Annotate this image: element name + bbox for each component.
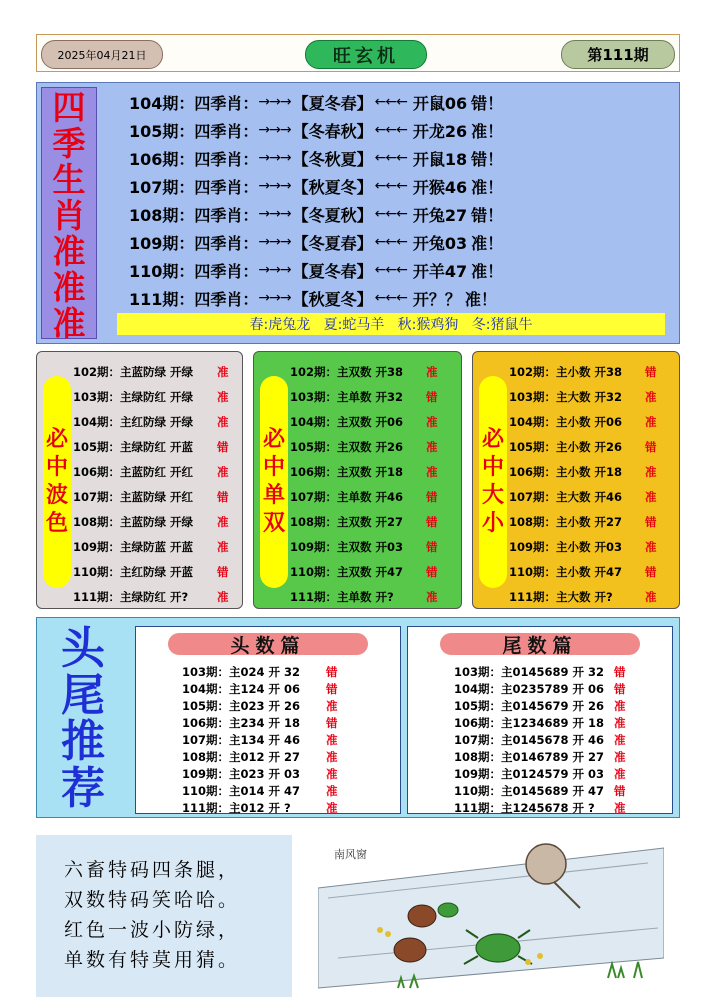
label: 四季肖： xyxy=(194,177,259,197)
prediction-text: 110期：主双数 开47 xyxy=(290,565,404,579)
season-row xyxy=(129,201,503,227)
period: 107期： xyxy=(129,177,195,197)
verdict: 错 xyxy=(217,565,229,579)
title-char: 中 xyxy=(45,455,68,480)
prediction-text: 102期：主小数 开38 xyxy=(509,365,623,379)
arrow-right: →→→ xyxy=(258,178,291,194)
prediction-text: 105期：主双数 开26 xyxy=(290,440,404,454)
number-text: 105期：主0145679 开 26 xyxy=(454,698,605,713)
prediction-text: 104期：主双数 开06 xyxy=(290,415,404,429)
open-result: 开猴46 xyxy=(412,177,468,197)
verdict: 准 xyxy=(614,800,626,815)
verdict: 准！ xyxy=(464,289,497,309)
title-char: 中 xyxy=(481,455,504,480)
title-char: 单 xyxy=(262,483,285,508)
prediction-text: 103期：主单数 开32 xyxy=(290,390,404,404)
poem-box xyxy=(36,835,292,997)
number-row xyxy=(454,663,626,680)
prediction-row xyxy=(73,435,233,459)
prediction-text: 106期：主小数 开18 xyxy=(509,465,623,479)
big-small-box xyxy=(472,351,680,609)
verdict: 错 xyxy=(614,664,626,679)
prediction-row xyxy=(290,460,442,484)
period: 106期： xyxy=(129,149,195,169)
title-char: 肖 xyxy=(52,196,86,235)
verdict: 准 xyxy=(645,490,657,504)
prediction-text: 107期：主蓝防绿 开红 xyxy=(73,490,194,504)
arrow-left: ←←← xyxy=(374,178,407,194)
prediction-text: 111期：主绿防红 开? xyxy=(73,590,189,604)
verdict: 错！ xyxy=(471,93,504,113)
number-text: 110期：主0145689 开 47 xyxy=(454,783,605,798)
period: 105期： xyxy=(129,121,195,141)
prediction-row xyxy=(73,585,233,609)
prediction-text: 108期：主小数 开27 xyxy=(509,515,623,529)
open-result: 开兔27 xyxy=(412,205,468,225)
issue-badge xyxy=(561,40,675,69)
period: 110期： xyxy=(129,261,195,281)
prediction-row xyxy=(73,485,233,509)
poem-line: 单数有特莫用猜。 xyxy=(64,949,241,971)
verdict: 错 xyxy=(426,390,438,404)
verdict: 错 xyxy=(645,440,657,454)
number-row xyxy=(182,799,338,816)
number-row xyxy=(182,663,338,680)
label: 四季肖： xyxy=(194,233,259,253)
number-text: 108期：主0146789 开 27 xyxy=(454,749,605,764)
verdict: 准 xyxy=(326,800,338,815)
verdict: 准 xyxy=(217,515,229,529)
site-title: 旺玄机 xyxy=(333,45,399,67)
prediction-text: 107期：主大数 开46 xyxy=(509,490,623,504)
open-result: 开？？ xyxy=(412,289,461,309)
prediction-text: 108期：主蓝防绿 开绿 xyxy=(73,515,194,529)
verdict: 准 xyxy=(614,766,626,781)
verdict: 准 xyxy=(326,783,338,798)
net-icon xyxy=(526,844,566,884)
verdict: 准 xyxy=(645,415,657,429)
season-group: 【秋夏冬】 xyxy=(292,289,373,309)
verdict: 错！ xyxy=(471,149,504,169)
number-row xyxy=(454,748,626,765)
title-char: 季 xyxy=(52,124,86,163)
verdict: 准 xyxy=(217,415,229,429)
verdict: 错 xyxy=(645,565,657,579)
verdict: 错 xyxy=(645,365,657,379)
title-char: 生 xyxy=(52,160,86,199)
verdict: 准 xyxy=(426,590,438,604)
prediction-row xyxy=(73,360,233,384)
title-char: 准 xyxy=(52,268,86,307)
prediction-row xyxy=(509,435,661,459)
number-text: 106期：主234 开 18 xyxy=(182,715,301,730)
wave-box-title xyxy=(43,376,71,588)
prediction-text: 105期：主绿防红 开蓝 xyxy=(73,440,194,454)
prediction-row xyxy=(509,585,661,609)
verdict: 错 xyxy=(326,681,338,696)
number-text: 106期：主1234689 开 18 xyxy=(454,715,605,730)
season-group: 【冬春秋】 xyxy=(292,121,373,141)
verdict: 准 xyxy=(426,415,438,429)
prediction-row xyxy=(290,510,442,534)
odd-even-box-title xyxy=(260,376,288,588)
verdict: 错 xyxy=(426,565,438,579)
head-number-heading xyxy=(168,633,368,655)
season-group: 【冬夏春】 xyxy=(292,233,373,253)
prediction-row xyxy=(290,485,442,509)
date-text: 2025年04月21日 xyxy=(57,48,147,62)
period: 108期： xyxy=(129,205,195,225)
season-row xyxy=(129,285,497,311)
period: 109期： xyxy=(129,233,195,253)
arrow-left: ←←← xyxy=(374,206,407,222)
arrow-left: ←←← xyxy=(374,150,407,166)
open-result: 开羊47 xyxy=(412,261,468,281)
verdict: 准 xyxy=(326,749,338,764)
verdict: 准 xyxy=(426,365,438,379)
verdict: 错 xyxy=(426,540,438,554)
season-group: 【夏冬春】 xyxy=(292,93,373,113)
number-row xyxy=(454,782,626,799)
arrow-right: →→→ xyxy=(258,122,291,138)
verdict: 准！ xyxy=(471,177,504,197)
prediction-text: 102期：主蓝防绿 开绿 xyxy=(73,365,194,379)
page-header xyxy=(36,34,680,72)
issue-text: 第111期 xyxy=(587,46,649,64)
verdict: 错 xyxy=(614,681,626,696)
prediction-text: 111期：主大数 开? xyxy=(509,590,613,604)
arrow-left: ←←← xyxy=(374,122,407,138)
poem-line: 双数特码笑哈哈。 xyxy=(64,889,241,911)
prediction-text: 110期：主小数 开47 xyxy=(509,565,623,579)
prediction-row xyxy=(73,385,233,409)
season-panel-title xyxy=(41,87,97,343)
verdict: 错 xyxy=(326,715,338,730)
season-row xyxy=(129,257,503,283)
heading-text: 头数篇 xyxy=(230,634,306,657)
prediction-row xyxy=(73,460,233,484)
arrow-right: →→→ xyxy=(258,290,291,306)
arrow-left: ←←← xyxy=(374,234,407,250)
prediction-row xyxy=(73,535,233,559)
arrow-right: →→→ xyxy=(258,262,291,278)
label: 四季肖： xyxy=(194,289,259,309)
open-result: 开兔03 xyxy=(412,233,468,253)
label: 四季肖： xyxy=(194,205,259,225)
season-row xyxy=(129,145,503,171)
prediction-row xyxy=(509,560,661,584)
title-char: 推 xyxy=(61,716,105,768)
arrow-right: →→→ xyxy=(258,206,291,222)
prediction-row xyxy=(290,435,442,459)
title-char: 四 xyxy=(52,88,86,127)
number-row xyxy=(182,714,338,731)
poem-line: 红色一波小防绿， xyxy=(64,919,241,941)
verdict: 错 xyxy=(426,515,438,529)
number-row xyxy=(454,765,626,782)
verdict: 准 xyxy=(645,590,657,604)
number-text: 105期：主023 开 26 xyxy=(182,698,301,713)
verdict: 准 xyxy=(645,390,657,404)
title-char: 荐 xyxy=(61,762,105,814)
prediction-text: 107期：主单数 开46 xyxy=(290,490,404,504)
cartoon-signature: 南风窗 xyxy=(334,848,367,861)
season-row xyxy=(129,173,503,199)
number-row xyxy=(454,731,626,748)
prediction-text: 109期：主绿防蓝 开蓝 xyxy=(73,540,194,554)
prediction-text: 104期：主小数 开06 xyxy=(509,415,623,429)
verdict: 错 xyxy=(217,440,229,454)
tail-number-heading xyxy=(440,633,640,655)
heading-text: 尾数篇 xyxy=(502,634,578,657)
season-group: 【冬夏秋】 xyxy=(292,205,373,225)
verdict: 准！ xyxy=(471,121,504,141)
arrow-right: →→→ xyxy=(258,234,291,250)
number-row xyxy=(182,782,338,799)
number-row xyxy=(454,680,626,697)
verdict: 准！ xyxy=(471,233,504,253)
number-row xyxy=(182,697,338,714)
prediction-text: 103期：主绿防红 开绿 xyxy=(73,390,194,404)
prediction-text: 102期：主双数 开38 xyxy=(290,365,404,379)
prediction-row xyxy=(73,410,233,434)
verdict: 准 xyxy=(426,440,438,454)
verdict: 准 xyxy=(614,732,626,747)
number-text: 108期：主012 开 27 xyxy=(182,749,301,764)
prediction-row xyxy=(290,410,442,434)
prediction-text: 108期：主双数 开27 xyxy=(290,515,404,529)
date-badge xyxy=(41,40,163,69)
cartoon-illustration xyxy=(318,838,664,998)
season-row xyxy=(129,89,503,115)
big-small-box-title xyxy=(479,376,507,588)
prediction-row xyxy=(290,585,442,609)
verdict: 错 xyxy=(326,664,338,679)
season-group: 【秋夏冬】 xyxy=(292,177,373,197)
prediction-row xyxy=(290,535,442,559)
number-row xyxy=(182,748,338,765)
open-result: 开鼠06 xyxy=(412,93,468,113)
verdict: 准 xyxy=(217,540,229,554)
number-text: 104期：主124 开 06 xyxy=(182,681,301,696)
verdict: 准 xyxy=(217,390,229,404)
prediction-text: 110期：主红防绿 开蓝 xyxy=(73,565,194,579)
season-row xyxy=(129,117,503,143)
site-title-badge xyxy=(305,40,427,69)
head-tail-title xyxy=(43,623,123,814)
prediction-row xyxy=(509,485,661,509)
title-char: 尾 xyxy=(61,669,105,721)
title-char: 大 xyxy=(481,483,504,508)
season-legend-text: 春:虎兔龙 夏:蛇马羊 秋:猴鸡狗 冬:猪鼠牛 xyxy=(249,317,533,333)
arrow-left: ←←← xyxy=(374,290,407,306)
verdict: 准 xyxy=(217,365,229,379)
verdict: 准 xyxy=(426,465,438,479)
prediction-text: 106期：主蓝防红 开红 xyxy=(73,465,194,479)
head-tail-panel xyxy=(36,617,680,818)
title-char: 必 xyxy=(45,427,68,452)
season-legend xyxy=(117,313,665,335)
prediction-row xyxy=(73,510,233,534)
prediction-row xyxy=(290,360,442,384)
number-row xyxy=(454,799,626,816)
number-row xyxy=(182,680,338,697)
number-text: 109期：主0124579 开 03 xyxy=(454,766,605,781)
number-text: 103期：主0145689 开 32 xyxy=(454,664,605,679)
arrow-left: ←←← xyxy=(374,262,407,278)
period: 104期： xyxy=(129,93,195,113)
label: 四季肖： xyxy=(194,93,259,113)
verdict: 准 xyxy=(326,766,338,781)
title-char: 头 xyxy=(61,623,105,675)
prediction-row xyxy=(509,385,661,409)
title-char: 小 xyxy=(481,511,504,536)
number-text: 109期：主023 开 03 xyxy=(182,766,301,781)
arrow-left: ←←← xyxy=(374,94,407,110)
verdict: 准 xyxy=(217,465,229,479)
verdict: 错！ xyxy=(471,205,504,225)
tail-number-card xyxy=(407,626,673,814)
verdict: 准 xyxy=(645,540,657,554)
prediction-text: 106期：主双数 开18 xyxy=(290,465,404,479)
prediction-text: 105期：主小数 开26 xyxy=(509,440,623,454)
number-row xyxy=(182,731,338,748)
odd-even-box xyxy=(253,351,462,609)
season-zodiac-panel xyxy=(36,82,680,344)
prediction-row xyxy=(509,360,661,384)
number-text: 104期：主0235789 开 06 xyxy=(454,681,605,696)
verdict: 错 xyxy=(426,490,438,504)
prediction-row xyxy=(73,560,233,584)
verdict: 准 xyxy=(645,465,657,479)
title-char: 双 xyxy=(262,511,285,536)
crab-coin-cartoon xyxy=(318,838,664,998)
title-char: 波 xyxy=(45,483,68,508)
title-char: 中 xyxy=(262,455,285,480)
prediction-text: 109期：主小数 开03 xyxy=(509,540,623,554)
label: 四季肖： xyxy=(194,149,259,169)
coin-icon xyxy=(408,905,436,927)
number-text: 110期：主014 开 47 xyxy=(182,783,301,798)
crab-icon xyxy=(476,934,520,962)
verdict: 准 xyxy=(217,590,229,604)
arrow-right: →→→ xyxy=(258,150,291,166)
verdict: 准 xyxy=(614,749,626,764)
crab-icon xyxy=(438,903,458,917)
prediction-row xyxy=(509,535,661,559)
number-row xyxy=(454,714,626,731)
open-result: 开鼠18 xyxy=(412,149,468,169)
verdict: 准 xyxy=(614,715,626,730)
verdict: 错 xyxy=(645,515,657,529)
season-row xyxy=(129,229,503,255)
poem-line: 六畜特码四条腿， xyxy=(64,859,241,881)
number-row xyxy=(454,697,626,714)
prediction-row xyxy=(509,510,661,534)
number-row xyxy=(182,765,338,782)
head-number-card xyxy=(135,626,401,814)
verdict: 错 xyxy=(217,490,229,504)
prediction-text: 103期：主大数 开32 xyxy=(509,390,623,404)
number-text: 111期：主012 开 ? xyxy=(182,800,291,815)
label: 四季肖： xyxy=(194,121,259,141)
number-text: 107期：主134 开 46 xyxy=(182,732,301,747)
number-text: 111期：主1245678 开 ? xyxy=(454,800,595,815)
season-group: 【冬秋夏】 xyxy=(292,149,373,169)
title-char: 准 xyxy=(52,304,86,343)
title-char: 必 xyxy=(481,427,504,452)
prediction-text: 109期：主双数 开03 xyxy=(290,540,404,554)
number-text: 107期：主0145678 开 46 xyxy=(454,732,605,747)
open-result: 开龙26 xyxy=(412,121,468,141)
verdict: 准！ xyxy=(471,261,504,281)
verdict: 错 xyxy=(614,783,626,798)
coin-icon xyxy=(394,938,426,962)
prediction-row xyxy=(509,460,661,484)
arrow-right: →→→ xyxy=(258,94,291,110)
prediction-text: 111期：主单数 开? xyxy=(290,590,394,604)
prediction-row xyxy=(290,560,442,584)
period: 111期： xyxy=(129,289,195,309)
verdict: 准 xyxy=(326,732,338,747)
title-char: 色 xyxy=(45,511,68,536)
number-text: 103期：主024 开 32 xyxy=(182,664,301,679)
prediction-row xyxy=(290,385,442,409)
title-char: 必 xyxy=(262,427,285,452)
title-char: 准 xyxy=(52,232,86,271)
verdict: 准 xyxy=(614,698,626,713)
wave-color-box xyxy=(36,351,243,609)
verdict: 准 xyxy=(326,698,338,713)
season-group: 【夏冬春】 xyxy=(292,261,373,281)
prediction-row xyxy=(509,410,661,434)
label: 四季肖： xyxy=(194,261,259,281)
prediction-text: 104期：主红防绿 开绿 xyxy=(73,415,194,429)
